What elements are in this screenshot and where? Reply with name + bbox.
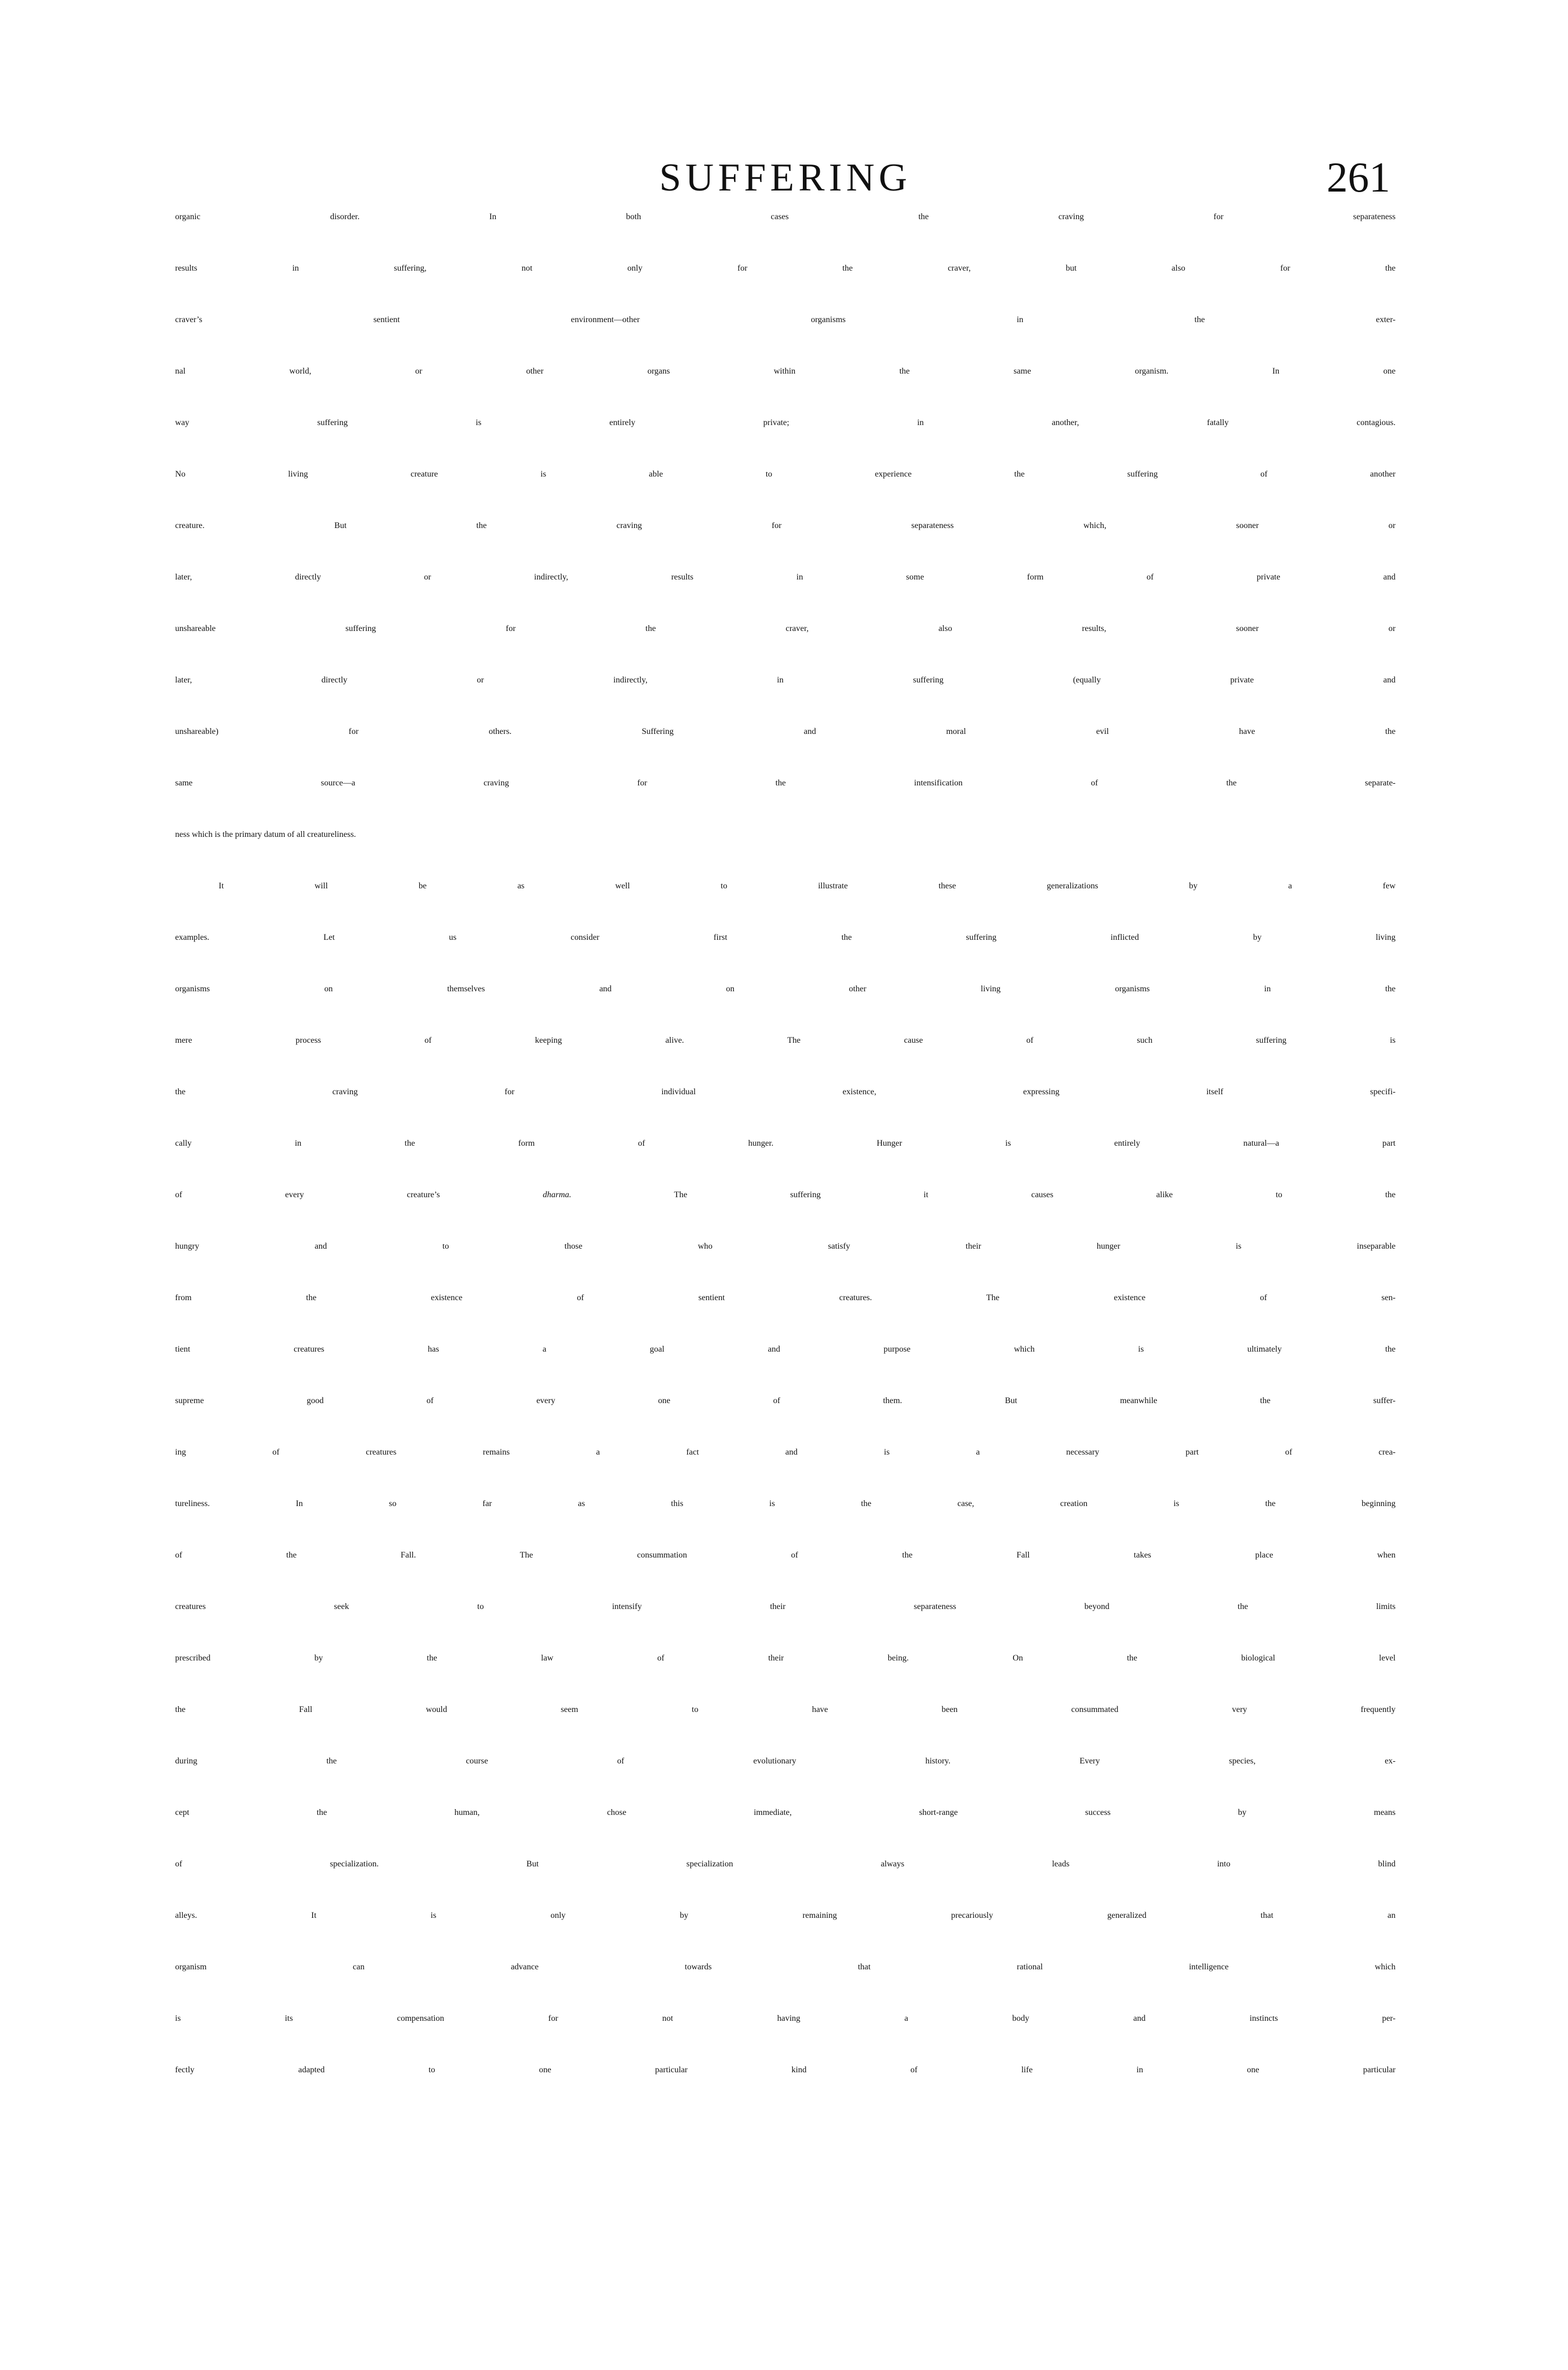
paragraph — [175, 212, 1396, 881]
text-line: alleys. It is only by remaining precariously generalized that an — [175, 1911, 1396, 1920]
text-line: the Fall would seem to have been consummated very frequently — [175, 1705, 1396, 1714]
text-line: organisms on themselves and on other living organisms in the — [175, 984, 1396, 993]
paragraph — [175, 881, 1396, 2117]
text-line: during the course of evolutionary history. Every species, ex- — [175, 1757, 1396, 1766]
text-line: unshareable suffering for the craver, also results, sooner or — [175, 624, 1396, 633]
text-line: same source—a craving for the intensification of the separate- — [175, 779, 1396, 788]
text-line: organic disorder. In both cases the craving for separateness — [175, 212, 1396, 221]
text-line-with-italic — [175, 1190, 1396, 1242]
text-line: mere process of keeping alive. The cause of such suffering is — [175, 1036, 1396, 1045]
text-line: creatures seek to intensify their separateness beyond the limits — [175, 1602, 1396, 1611]
text-line: tient creatures has a goal and purpose which is ultimately the — [175, 1345, 1396, 1354]
text-line: tureliness. In so far as this is the case, creation is the beginning — [175, 1499, 1396, 1508]
text-line: prescribed by the law of their being. On the biological level — [175, 1654, 1396, 1663]
page-number: 261 — [1327, 154, 1390, 201]
text-line: is its compensation for not having a body and instincts per- — [175, 2014, 1396, 2023]
text-segment: of every creature’s — [175, 1190, 440, 1199]
italic-term: dharma. — [542, 1190, 571, 1199]
text-line: No living creature is able to experience the suffering of another — [175, 470, 1396, 479]
text-line: unshareable) for others. Suffering and moral evil have the — [175, 727, 1396, 736]
text-line: hungry and to those who satisfy their hunger is inseparable — [175, 1242, 1396, 1251]
text-segment: The suffering it causes alike to the — [674, 1190, 1396, 1199]
text-line: ness which is the primary datum of all creatureliness. — [175, 830, 356, 839]
text-line: fectly adapted to one particular kind of life in one particular — [175, 2065, 1396, 2074]
text-line: later, directly or indirectly, results in some form of private and — [175, 573, 1396, 582]
text-line: craver’s sentient environment—other organisms in the exter- — [175, 315, 1396, 324]
book-page — [175, 154, 1396, 2117]
text-line: later, directly or indirectly, in suffering (equally private and — [175, 676, 1396, 685]
text-line: ing of creatures remains a fact and is a necessary part of crea- — [175, 1448, 1396, 1457]
text-line: It will be as well to illustrate these generalizations by a few — [219, 881, 1396, 890]
text-line: the craving for individual existence, expressing itself specifi- — [175, 1087, 1396, 1096]
text-line: results in suffering, not only for the craver, but also for the — [175, 264, 1396, 273]
text-line: of specialization. But specialization always leads into blind — [175, 1859, 1396, 1869]
text-line: creature. But the craving for separateness which, sooner or — [175, 521, 1396, 530]
text-line: supreme good of every one of them. But meanwhile the suffer- — [175, 1396, 1396, 1405]
text-line: organism can advance towards that rational intelligence which — [175, 1962, 1396, 1971]
running-header — [175, 154, 1396, 212]
text-line: of the Fall. The consummation of the Fall takes place when — [175, 1551, 1396, 1560]
text-line: cally in the form of hunger. Hunger is entirely natural—a part — [175, 1139, 1396, 1148]
text-line: nal world, or other organs within the same organism. In one — [175, 367, 1396, 376]
text-line: from the existence of sentient creatures. The existence of sen- — [175, 1293, 1396, 1302]
text-line: way suffering is entirely private; in another, fatally contagious. — [175, 418, 1396, 427]
text-line: examples. Let us consider first the suffering inflicted by living — [175, 933, 1396, 942]
running-title: SUFFERING — [659, 156, 912, 200]
text-line: cept the human, chose immediate, short-range success by means — [175, 1808, 1396, 1817]
body-text — [175, 212, 1396, 2117]
